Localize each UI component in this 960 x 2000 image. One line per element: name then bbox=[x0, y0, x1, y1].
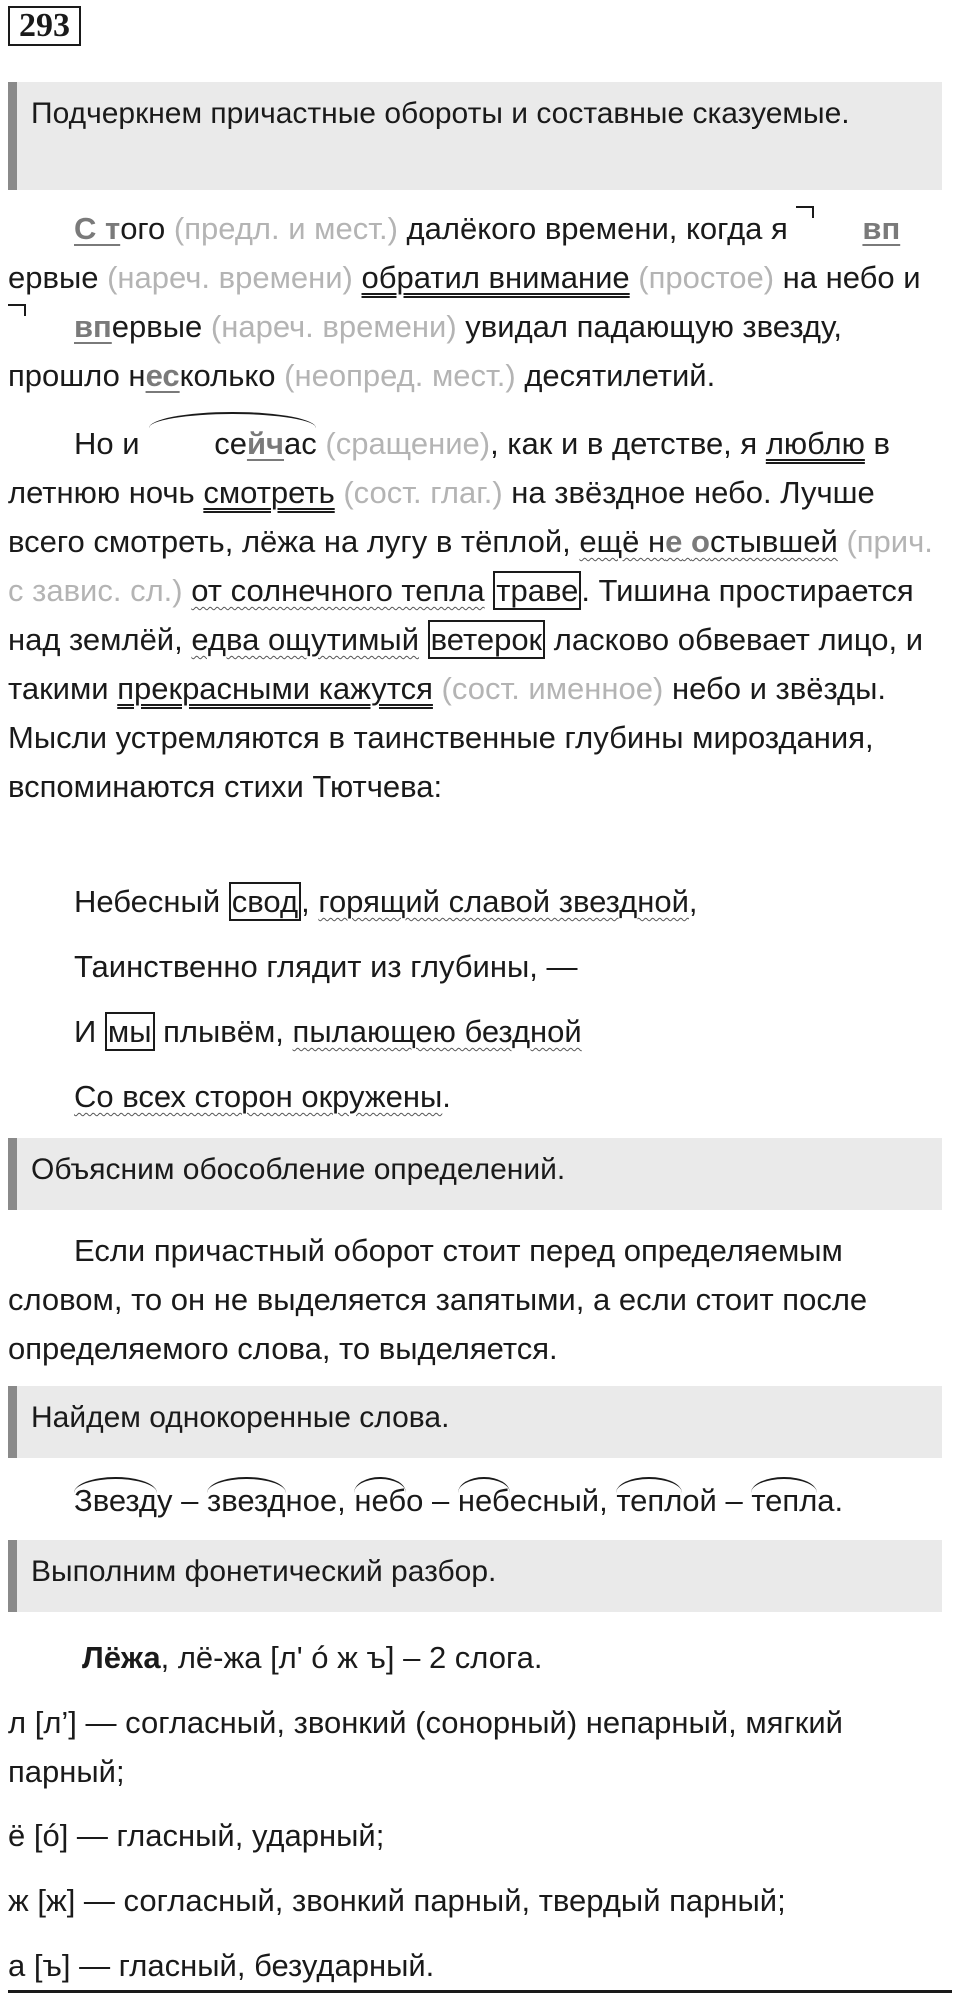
participle-phrase: Со всех сторон окружены bbox=[74, 1079, 443, 1114]
predicate: люблю bbox=[765, 426, 865, 461]
root: Звезд bbox=[74, 1476, 157, 1525]
poem-line-4 bbox=[74, 1072, 451, 1121]
note: (простое) bbox=[638, 260, 775, 295]
note: (неопред. мест.) bbox=[284, 358, 516, 393]
participle-phrase: от солнечного тепла bbox=[191, 573, 485, 608]
phrase-part bbox=[682, 524, 691, 559]
note: (прич. с завис. сл.) bbox=[8, 524, 933, 608]
root: тепл bbox=[751, 1476, 817, 1525]
text: в летнюю ночь bbox=[8, 426, 890, 510]
text: . bbox=[442, 1079, 451, 1114]
text: увидал падающую звезду, прошло н bbox=[8, 309, 842, 393]
note: (сращение) bbox=[325, 426, 491, 461]
text: , bbox=[301, 884, 310, 919]
poem-line-3 bbox=[74, 1007, 582, 1056]
text: , как и в детстве, я bbox=[490, 426, 758, 461]
task-heading-4: Выполним фонетический разбор. bbox=[8, 1540, 942, 1612]
phonetic-line-4: а [ъ] — гласный, безударный. bbox=[8, 1948, 435, 1983]
word-vpervye-rest-2: ервые bbox=[111, 309, 203, 344]
note: (предл. и мест.) bbox=[173, 211, 398, 246]
task-heading-2: Объясним обособление определений. bbox=[8, 1138, 942, 1210]
word-neskolko-part: ес bbox=[145, 358, 180, 393]
text: И bbox=[74, 1014, 97, 1049]
paragraph-2 bbox=[8, 419, 948, 811]
phonetic-header bbox=[82, 1633, 542, 1682]
boxed-word: траве bbox=[493, 571, 581, 610]
root: звезд bbox=[207, 1476, 286, 1525]
word-vpervye-prefix: вп bbox=[796, 204, 900, 253]
phrase-highlight: е bbox=[665, 524, 683, 559]
text: далёкого времени, когда я bbox=[406, 211, 788, 246]
text: ласково обвевает лицо, и такими bbox=[8, 622, 924, 706]
task-heading-1: Подчеркнем причастные обороты и составные сказуемые. bbox=[8, 82, 942, 190]
word-seychas bbox=[148, 419, 317, 468]
phonetic-line-3: ж [ж] — согласный, звонкий парный, твердый парный; bbox=[8, 1883, 786, 1918]
analyzed-word: Лёжа bbox=[82, 1640, 161, 1675]
root-words-line bbox=[74, 1476, 843, 1525]
word-part-highlight: йч bbox=[246, 426, 284, 461]
ending: а. bbox=[817, 1483, 844, 1518]
exercise-number: 293 bbox=[8, 6, 81, 46]
text: колько bbox=[179, 358, 276, 393]
root: тепл bbox=[616, 1476, 682, 1525]
word-vpervye-rest: ервые bbox=[8, 260, 99, 295]
note: (сост. именное) bbox=[441, 671, 664, 706]
phonetic-line-2: ё [ó] — гласный, ударный; bbox=[8, 1818, 385, 1853]
subject-box: свод bbox=[229, 882, 301, 921]
text: . Тишина простирается над землёй, bbox=[8, 573, 914, 657]
root: неб bbox=[354, 1476, 406, 1525]
bottom-rule bbox=[8, 1990, 952, 1993]
task-heading-3: Найдем однокоренные слова. bbox=[8, 1386, 942, 1458]
text: Небесный bbox=[74, 884, 221, 919]
paragraph-1 bbox=[8, 204, 948, 400]
poem-line-2: Таинственно глядит из глубины, — bbox=[74, 949, 578, 984]
note: (нареч. времени) bbox=[210, 309, 457, 344]
note: (сост. глаг.) bbox=[343, 475, 503, 510]
ending: есный, bbox=[509, 1483, 617, 1518]
predicate: смотреть bbox=[203, 475, 335, 510]
phrase-highlight: о bbox=[691, 524, 710, 559]
phrase-part: ещё н bbox=[579, 524, 666, 559]
predicate: прекрасными кажутся bbox=[117, 671, 433, 706]
participle-phrase: едва ощутимый bbox=[191, 622, 420, 657]
word-vpervye-prefix-2: вп bbox=[8, 302, 112, 351]
subject-box: мы bbox=[105, 1012, 155, 1051]
text: на небо и bbox=[782, 260, 921, 295]
word-stogo-prefix: С т bbox=[74, 211, 121, 246]
phonetic-line-1: л [л’] — согласный, звонкий (сонорный) непарный, мягкий парный; bbox=[8, 1705, 843, 1789]
subject-box: ветерок bbox=[428, 620, 545, 659]
word-stogo-rest: ого bbox=[120, 211, 166, 246]
text: Но и bbox=[74, 426, 140, 461]
transcription: , лё-жа [л' ó ж ъ] – 2 слога. bbox=[160, 1640, 543, 1675]
ending: у – bbox=[157, 1483, 207, 1518]
text: небо и звёзды. Мысли устремляются в таинственные глубины мироздания, вспоминаются стихи Тютчева: bbox=[8, 671, 886, 804]
text: десятилетий. bbox=[524, 358, 716, 393]
paragraph-3: Если причастный оборот стоит перед определяемым словом, то он не выделяется запятыми, а если стоит после определяемого слова, то выделяется. bbox=[8, 1233, 868, 1366]
poem-line-1 bbox=[74, 877, 698, 926]
participle-phrase: горящий славой звездной bbox=[318, 884, 689, 919]
ending: ное, bbox=[285, 1483, 355, 1518]
word-part: ас bbox=[284, 426, 317, 461]
note: (нареч. времени) bbox=[107, 260, 353, 295]
root: неб bbox=[458, 1476, 510, 1525]
participle-phrase bbox=[579, 524, 837, 559]
predicate: обратил внимание bbox=[361, 260, 630, 295]
ending: ой – bbox=[682, 1483, 752, 1518]
ending: о – bbox=[406, 1483, 458, 1518]
phrase-part: стывшей bbox=[709, 524, 838, 559]
text: на звёздное небо. Лучше всего смотреть, лёжа на лугу в тёплой, bbox=[8, 475, 875, 559]
text: плывём, bbox=[163, 1014, 284, 1049]
word-part: се bbox=[214, 426, 247, 461]
text: , bbox=[688, 884, 698, 919]
participle-phrase: пылающею бездной bbox=[292, 1014, 582, 1049]
